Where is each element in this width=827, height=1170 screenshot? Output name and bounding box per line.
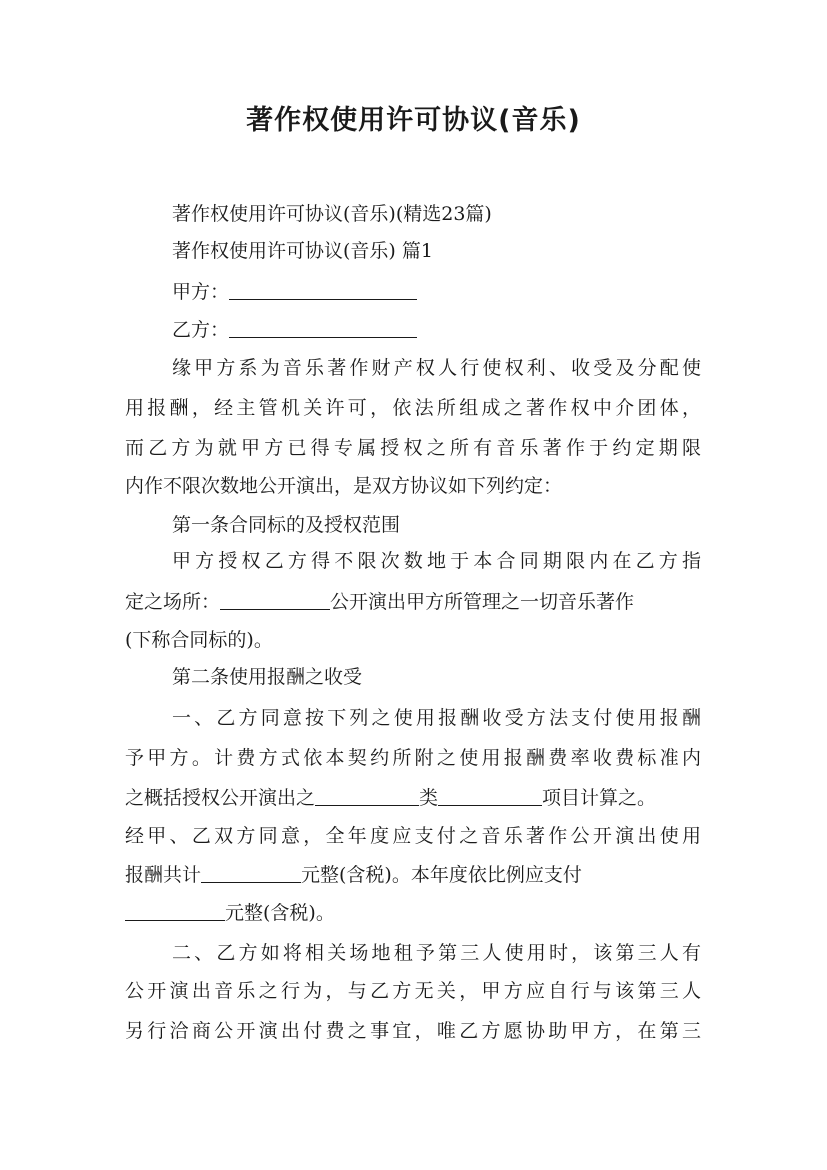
party-b-line [172, 317, 417, 343]
paragraph-text: 项目计算之。 [542, 787, 657, 809]
paragraph-line: 一、乙方同意按下列之使用报酬收受方法支付使用报酬 [172, 707, 701, 729]
section-heading: 著作权使用许可协议(音乐) 篇1 [172, 240, 433, 262]
prorated-fee-blank[interactable] [125, 901, 225, 921]
party-a-blank[interactable] [229, 280, 417, 300]
paragraph-line: 用报酬，经主管机关许可，依法所组成之著作权中介团体， [125, 397, 701, 419]
party-a-label: 甲方： [172, 281, 230, 303]
party-a-line [172, 279, 417, 305]
paragraph-line [125, 900, 335, 926]
paragraph-line [125, 589, 634, 615]
paragraph-text: 元整(含税)。本年度依比例应支付 [301, 864, 582, 886]
paragraph-line [125, 785, 656, 811]
paragraph-line: 甲方授权乙方得不限次数地于本合同期限内在乙方指 [172, 550, 701, 572]
annual-fee-blank[interactable] [201, 863, 301, 883]
category-blank[interactable] [315, 786, 419, 806]
paragraph-line: 缘甲方系为音乐著作财产权人行使权利、收受及分配使 [172, 357, 701, 379]
paragraph-line: 内作不限次数地公开演出，是双方协议如下列约定： [125, 475, 563, 497]
subtitle-line: 著作权使用许可协议(音乐)(精选23篇) [172, 203, 492, 225]
paragraph-text: 类 [419, 787, 439, 809]
venue-blank[interactable] [220, 590, 330, 610]
document-title: 著作权使用许可协议(音乐) [246, 105, 581, 136]
paragraph-line: 二、乙方如将相关场地租予第三人使用时，该第三人有 [172, 942, 701, 964]
paragraph-text: 公开演出甲方所管理之一切音乐著作 [330, 591, 635, 613]
paragraph-line: 而乙方为就甲方已得专属授权之所有音乐著作于约定期限 [125, 437, 701, 459]
article-heading: 第二条使用报酬之收受 [172, 666, 363, 688]
paragraph-line: (下称合同标的)。 [125, 629, 273, 651]
article-heading: 第一条合同标的及授权范围 [172, 514, 401, 536]
item-blank[interactable] [438, 786, 542, 806]
paragraph-line: 经甲、乙双方同意，全年度应支付之音乐著作公开演出使用 [125, 825, 701, 847]
paragraph-line: 另行洽商公开演出付费之事宜，唯乙方愿协助甲方，在第三 [125, 1020, 701, 1042]
paragraph-text: 元整(含税)。 [225, 902, 335, 924]
paragraph-line: 公开演出音乐之行为，与乙方无关，甲方应自行与该第三人 [125, 980, 701, 1002]
paragraph-text: 之概括授权公开演出之 [125, 787, 316, 809]
paragraph-line: 予甲方。计费方式依本契约所附之使用报酬费率收费标准内 [125, 747, 701, 769]
paragraph-line [125, 862, 582, 888]
paragraph-text: 报酬共计 [125, 864, 202, 886]
party-b-label: 乙方： [172, 319, 230, 341]
venue-label: 定之场所： [125, 591, 221, 613]
party-b-blank[interactable] [229, 318, 417, 338]
